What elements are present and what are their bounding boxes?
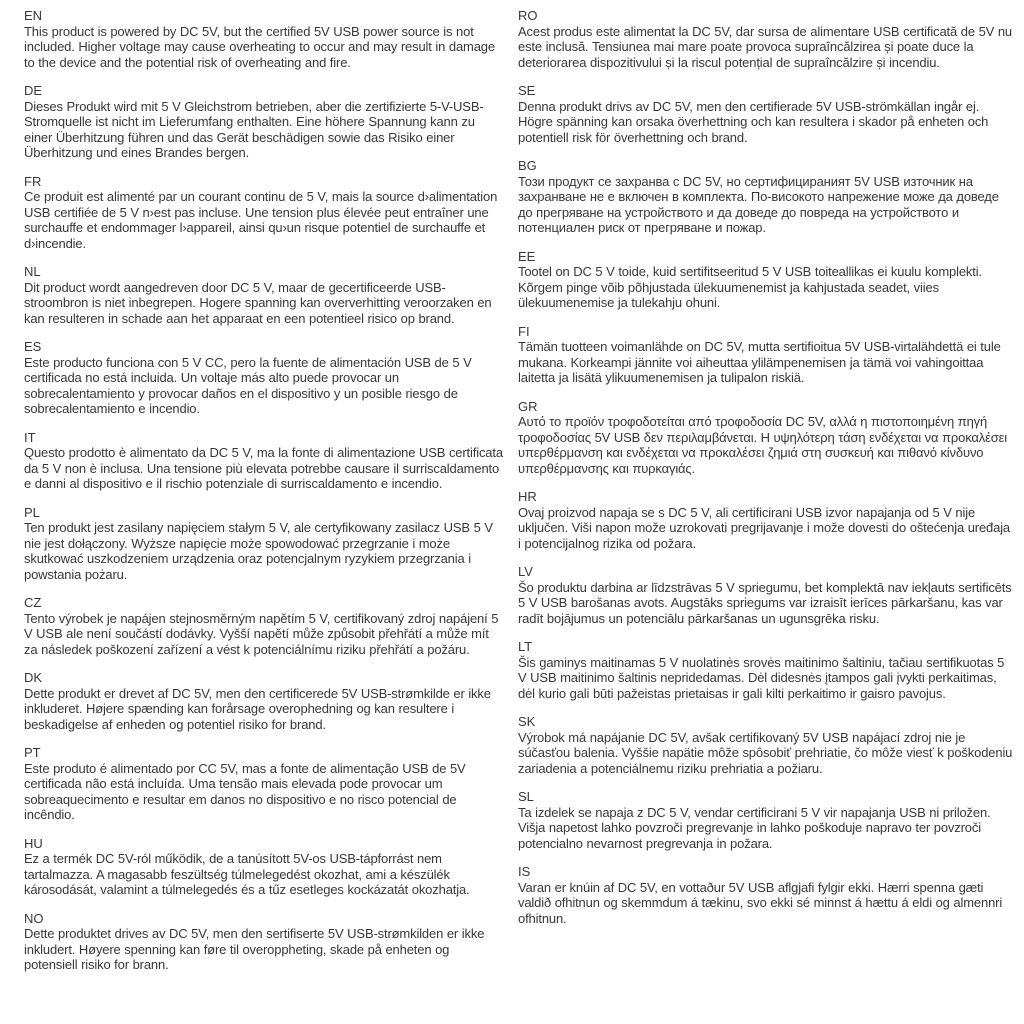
lang-section-se <box>518 83 1014 145</box>
lang-text-hr: Ovaj proizvod napaja se s DC 5 V, ali certificirani USB izvor napajanja od 5 V nije uključen. Viši napon može uzrokovati pregrijavanje i može dovesti do oštećenja uređaja i potencijalnog rizika od požara. <box>518 504 1011 551</box>
lang-code-ro: RO <box>518 8 538 23</box>
lang-text-fr: Ce produit est alimenté par un courant continu de 5 V, mais la source d›alimentation USB certifiée de 5 V n›est pas incluse. Une tension plus élevée peut entraîner une surchauffe et endommager l›appareil, ainsi qu›un risque potentiel de surchauffe et d›incendie. <box>24 189 498 251</box>
lang-section-it <box>24 430 504 492</box>
lang-text-sl: Ta izdelek se napaja z DC 5 V, vendar certificirani 5 V vir napajanja USB ni priložen. Višja napetost lahko povzroči pregrevanje in lahko poškoduje napravo ter povzroči potencialno nevarnost pregrevanja in požara. <box>518 804 991 851</box>
lang-section-ee <box>518 249 1014 311</box>
lang-section-no <box>24 911 504 973</box>
lang-text-pl: Ten produkt jest zasilany napięciem stałym 5 V, ale certyfikowany zasilacz USB 5 V nie jest dołączony. Wyższe napięcie może spowodować przegrzanie i może skutkować uszkodzeniem urządzenia oraz potencjalnym ryzykiem przegrzania i powstania pożaru. <box>24 520 493 582</box>
lang-code-fi: FI <box>518 323 530 339</box>
lang-section-en <box>24 8 504 70</box>
lang-text-fi: Tämän tuotteen voimanlähde on DC 5V, mutta sertifioitua 5V USB-virtalähdettä ei tule mukana. Korkeampi jännite voi aiheuttaa ylilämpenemisen ja tämä voi vahingoittaa laitetta ja lisätä ylikuumenemisen ja tulipalon riskiä. <box>518 339 1001 385</box>
lang-text-nl: Dit product wordt aangedreven door DC 5 V, maar de gecertificeerde USB-stroombron is niet inbegrepen. Hogere spanning kan oververhitting veroorzaken en kan resulteren in schade aan het apparaat en een potentieel risico op brand. <box>24 279 492 326</box>
lang-text-de: Dieses Produkt wird mit 5 V Gleichstrom betrieben, aber die zertifizierte 5-V-USB-Stromquelle ist nicht im Lieferumfang enthalten. Eine höhere Spannung kann zu einer Überhitzung führen und das Gerät beschädigen sowie das Risiko einer Überhitzung und eines Brandes bergen. <box>24 98 484 160</box>
lang-section-fi <box>518 324 1014 386</box>
lang-section-cz <box>24 595 504 657</box>
lang-text-no: Dette produktet drives av DC 5V, men den sertifiserte 5V USB-strømkilden er ikke inkludert. Høyere spenning kan føre til overoppheting, skade på enheten og potensiell risiko for brann. <box>24 926 485 972</box>
lang-text-ee: Tootel on DC 5 V toide, kuid sertifitseeritud 5 V USB toiteallikas ei kuulu komplekti. Kõrgem pinge võib põhjustada ülekuumenemist ja kahjustada seadet, viies ülekuumenemise ja tulekahju ohuni. <box>518 264 982 310</box>
lang-code-it: IT <box>24 429 36 445</box>
lang-section-lt <box>518 639 1014 701</box>
lang-section-bg <box>518 158 1014 236</box>
lang-section-sl <box>518 789 1014 851</box>
lang-section-gr <box>518 399 1014 477</box>
lang-section-es <box>24 339 504 417</box>
lang-text-pt: Este produto é alimentado por CC 5V, mas a fonte de alimentação USB de 5V certificada não está incluída. Uma tensão mais elevada pode provocar um sobreaquecimento e resultar em danos no dispositivo e no risco potencial de incêndio. <box>24 760 466 822</box>
lang-code-is: IS <box>518 864 531 879</box>
lang-section-sk <box>518 714 1014 776</box>
lang-code-ee: EE <box>518 248 536 264</box>
lang-code-no: NO <box>24 910 44 926</box>
right-column <box>518 8 1014 1024</box>
lang-section-de <box>24 83 504 161</box>
lang-code-gr: GR <box>518 398 538 414</box>
lang-text-lv: Šo produktu darbina ar līdzstrāvas 5 V spriegumu, bet komplektā nav iekļauts sertificēts 5 V USB barošanas avots. Augstāks spriegums var izraisīt ierīces pārkaršanu, kas var radīt bojājumus un potenciālu pārkaršanas un ugunsgrēka risku. <box>518 579 1012 626</box>
lang-code-sk: SK <box>518 714 536 729</box>
lang-code-se: SE <box>518 83 536 98</box>
lang-code-pt: PT <box>24 745 41 760</box>
lang-section-hu <box>24 836 504 898</box>
lang-section-ro <box>518 8 1014 70</box>
lang-code-sl: SL <box>518 789 534 804</box>
lang-section-pt <box>24 745 504 823</box>
lang-text-hu: Ez a termék DC 5V-ról működik, de a tanúsított 5V-os USB-tápforrást nem tartalmazza. A magasabb feszültség túlmelegedést okozhat, ami a készülék károsodását, valamint a túlmelegedés és a tűz esetleges kockázatát okozhatja. <box>24 851 470 897</box>
lang-section-fr <box>24 174 504 252</box>
lang-code-lt: LT <box>518 639 533 654</box>
lang-text-cz: Tento výrobek je napájen stejnosměrným napětím 5 V, certifikovaný zdroj napájení 5 V USB ale není součástí dodávky. Vyšší napětí může způsobit přehřátí a může mít za následek poškození zařízení a vést k potenciálnímu riziku přehřátí a požáru. <box>24 610 499 657</box>
lang-code-en: EN <box>24 8 43 23</box>
lang-code-pl: PL <box>24 504 40 520</box>
lang-section-hr <box>518 489 1014 551</box>
lang-code-cz: CZ <box>24 595 42 610</box>
lang-text-bg: Този продукт се захранва с DC 5V, но сертифицираният 5V USB източник на захранване не е включен в комплекта. По-високото напрежение може да доведе до прегряване на устройството и да доведе до повреда на устройството и потенциален риск от прегряване и пожар. <box>518 173 999 235</box>
lang-text-it: Questo prodotto è alimentato da DC 5 V, ma la fonte di alimentazione USB certificata da 5 V non è inclusa. Una tensione più elevata potrebbe causare il surriscaldamento e danni al dispositivo e il rischio potenziale di surriscaldamento e incendio. <box>24 445 503 491</box>
lang-section-lv <box>518 564 1014 626</box>
lang-code-nl: NL <box>24 264 41 279</box>
lang-section-is <box>518 864 1014 926</box>
lang-text-lt: Šis gaminys maitinamas 5 V nuolatinės srovės maitinimo šaltiniu, tačiau sertifikuotas 5 V USB maitinimo šaltinis nepridedamas. Dėl didesnės įtampos gali įvykti perkaitimas, dėl kurio gali būti pažeistas prietaisas ir gali kilti perkaitimo ir gaisro pavojus. <box>518 654 1005 701</box>
lang-section-pl <box>24 505 504 583</box>
lang-text-ro: Acest produs este alimentat la DC 5V, dar sursa de alimentare USB certificată de 5V nu este inclusă. Tensiunea mai mare poate provoca supraîncălzirea și poate duce la deteriorarea dispozitivului și la riscul potențial de supraîncălzire și incendiu. <box>518 23 1012 70</box>
lang-text-en: This product is powered by DC 5V, but the certified 5V USB power source is not included. Higher voltage may cause overheating to occur and may result in damage to the device and the potential risk of overheating and fire. <box>24 23 495 70</box>
lang-section-dk <box>24 670 504 732</box>
lang-text-sk: Výrobok má napájanie DC 5V, avšak certifikovaný 5V USB napájací zdroj nie je súčasťou balenia. Vyššie napätie môže spôsobiť prehriatie, čo môže viesť k poškodeniu zariadenia a potenciálnemu riziku prehriatia a požiaru. <box>518 729 1013 776</box>
lang-text-is: Varan er knúin af DC 5V, en vottaður 5V USB aflgjafi fylgir ekki. Hærri spenna gæti valdið ofhitnun og skemmdum á tækinu, svo ekki sé minnst á hættu á eldi og almennri ofhitnun. <box>518 879 1003 926</box>
lang-text-dk: Dette produkt er drevet af DC 5V, men den certificerede 5V USB-strømkilde er ikke inkluderet. Højere spænding kan forårsage overophedning og kan resultere i beskadigelse af enheden og potentiel risiko for brand. <box>24 685 491 732</box>
lang-code-de: DE <box>24 83 43 98</box>
lang-section-nl <box>24 264 504 326</box>
lang-code-es: ES <box>24 339 42 354</box>
left-column <box>24 8 504 1024</box>
lang-code-bg: BG <box>518 158 537 173</box>
lang-code-lv: LV <box>518 564 533 579</box>
lang-code-fr: FR <box>24 173 42 189</box>
lang-code-hu: HU <box>24 835 43 851</box>
lang-text-se: Denna produkt drivs av DC 5V, men den certifierade 5V USB-strömkällan ingår ej. Högre spänning kan orsaka överhettning och kan resultera i skador på enheten och potentiell risk för överhettning och brand. <box>518 98 989 145</box>
lang-text-gr: Αυτό το προϊόν τροφοδοτείται από τροφοδοσία DC 5V, αλλά η πιστοποιημένη πηγή τροφοδοσίας 5V USB δεν περιλαμβάνεται. Η υψηλότερη τάση ενδέχεται να προκαλέσει υπερθέρμανση και ενδέχεται να προκαλέσει ζημιά στη συσκευή και πιθανό κίνδυνο υπερθέρμανσης και πυρκαγιάς. <box>518 414 1008 476</box>
lang-code-hr: HR <box>518 489 537 504</box>
lang-code-dk: DK <box>24 670 43 685</box>
lang-text-es: Este producto funciona con 5 V CC, pero la fuente de alimentación USB de 5 V certificada no está incluida. Un voltaje más alto puede provocar un sobrecalentamiento y provocar daños en el dispositivo y un posible riesgo de sobrecalentamiento e incendio. <box>24 354 472 416</box>
